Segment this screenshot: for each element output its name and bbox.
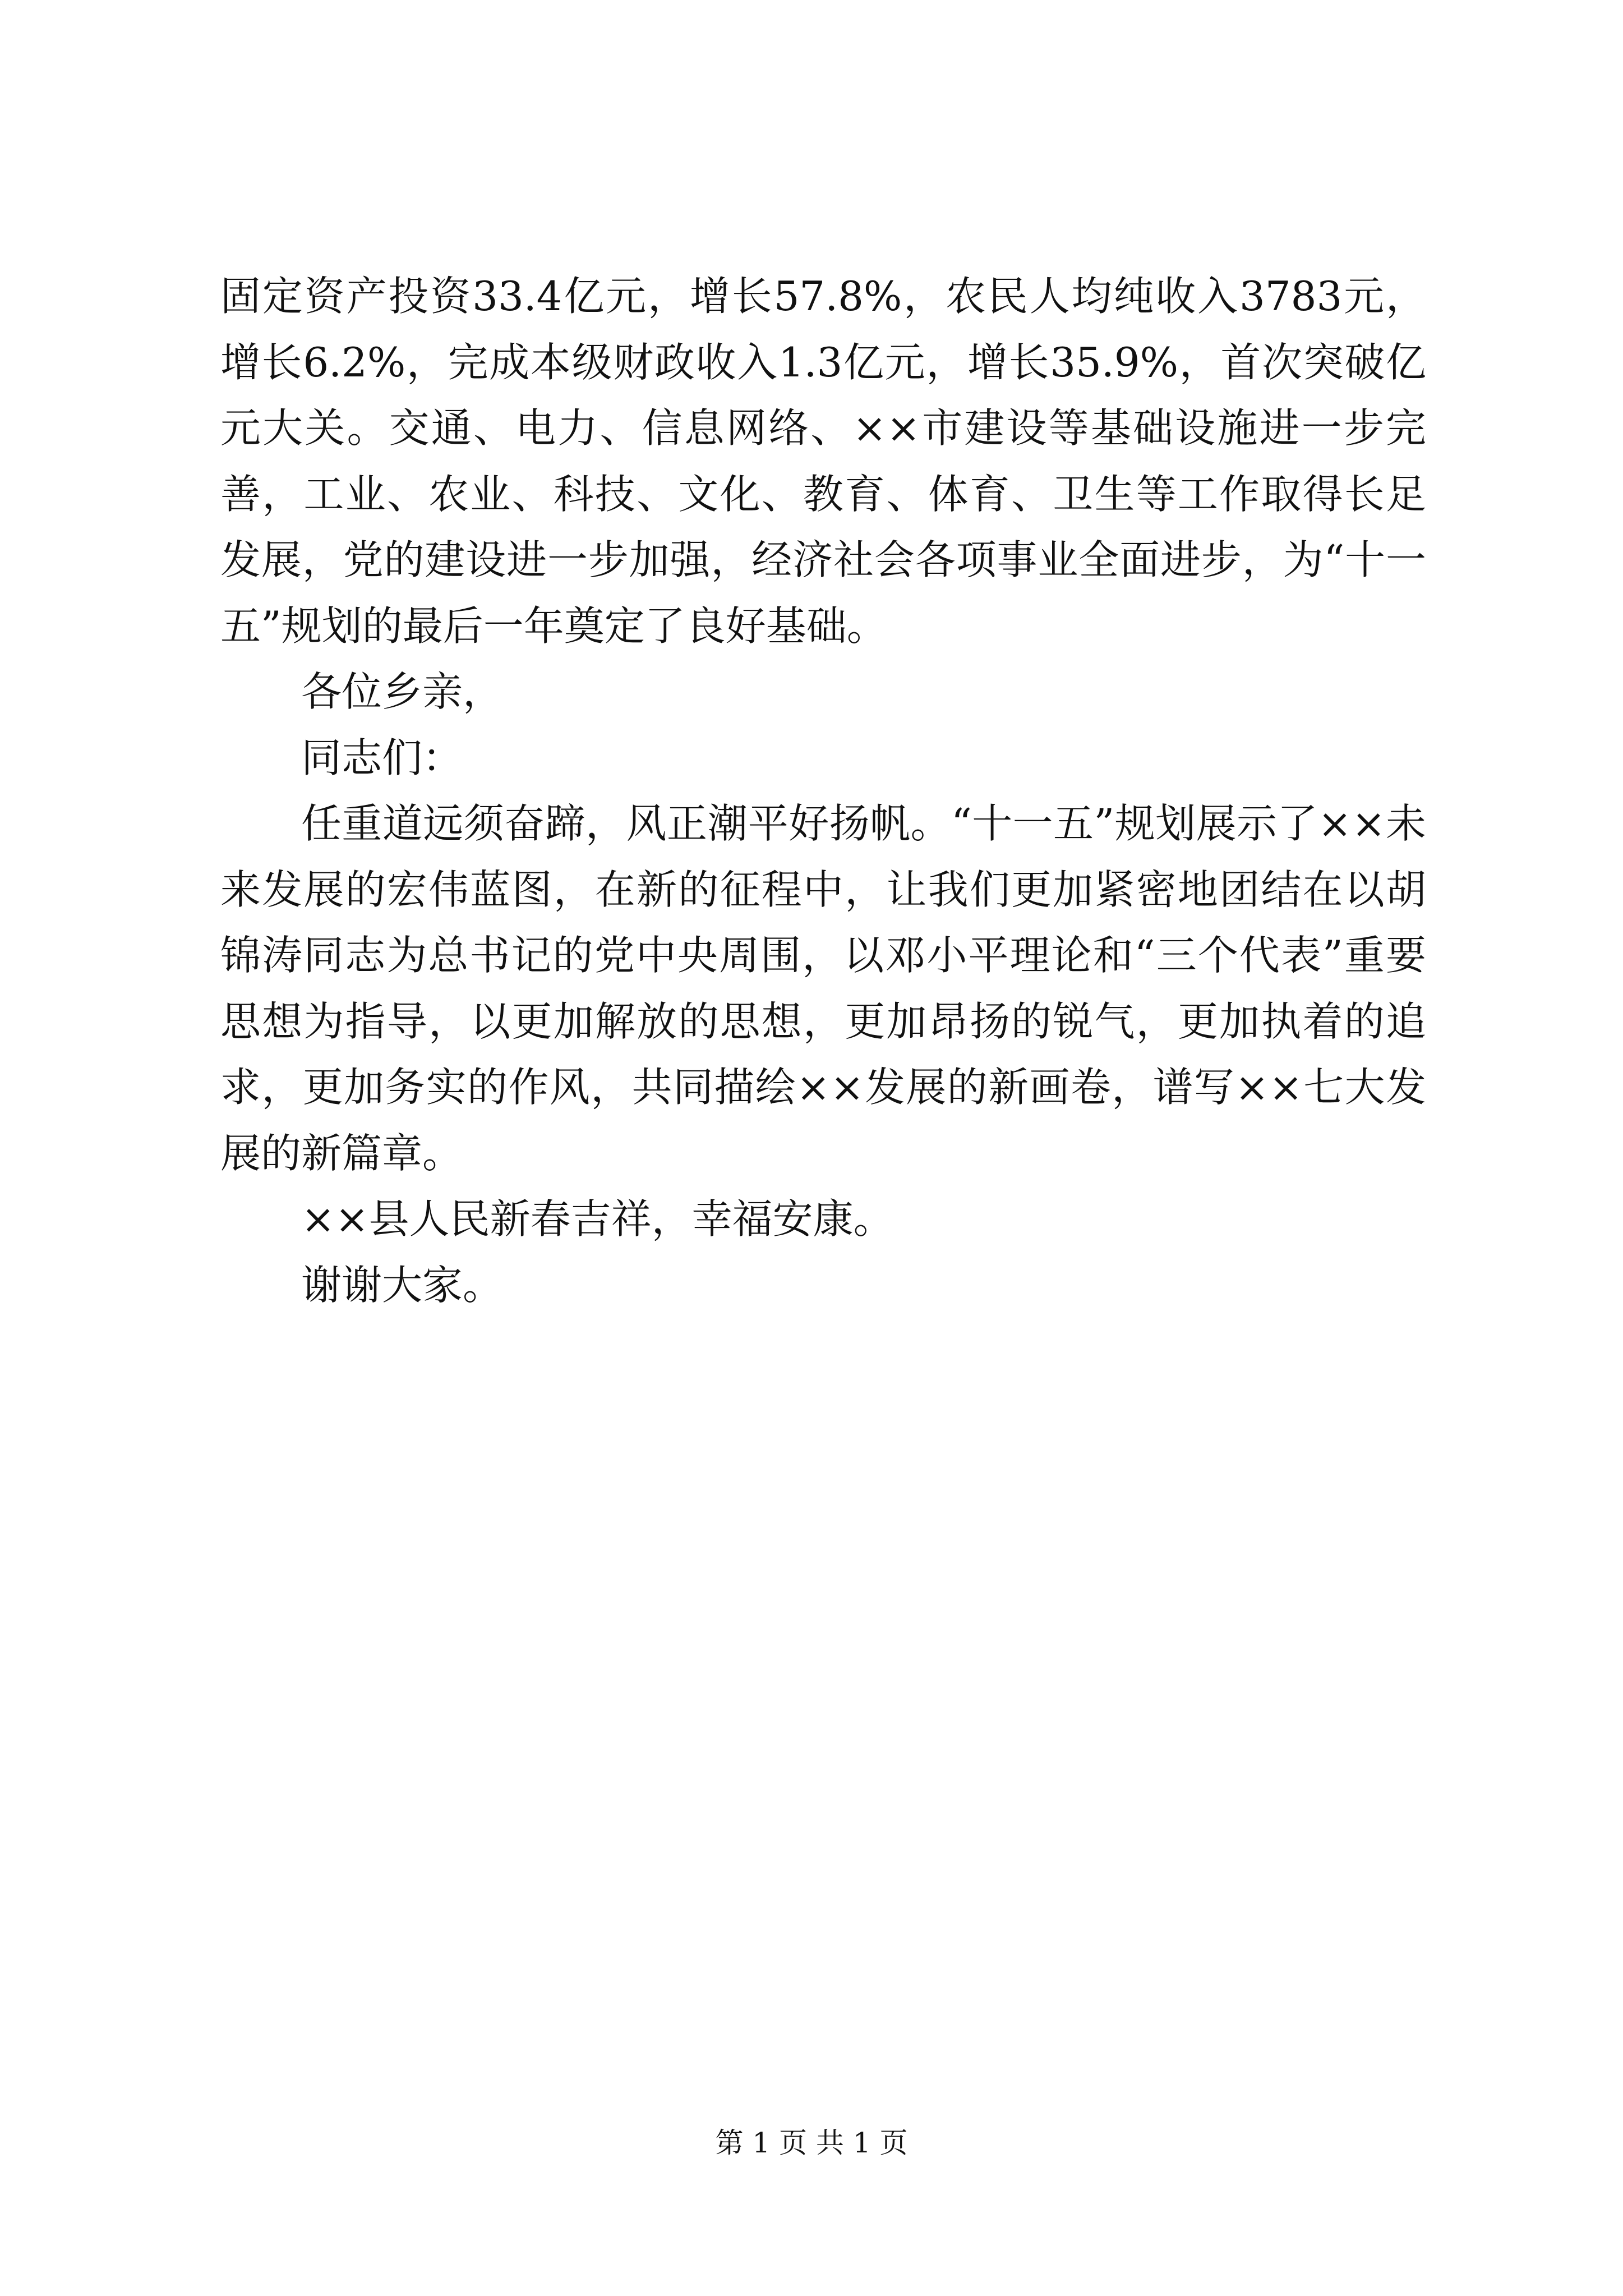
paragraph-salutation-comrades: 同志们：	[301, 734, 463, 781]
paragraph-salutation-villagers: 各位乡亲，	[301, 668, 504, 715]
page-footer	[0, 2126, 1623, 2160]
paragraph-continuation: 固定资产投资33.4亿元，增长57.8%，农民人均纯收入3783元，增长6.2%，完成本级财政收入1.3亿元，增长35.9%，首次突破亿元大关。交通、电力、信息网络、××市建设等基础设施进一步完善，工业、农业、科技、文化、教育、体育、卫生等工作取得长足发展，党的建设进一步加强，经济社会各项事业全面进步，为“十一五”规划的最后一年奠定了良好基础。	[220, 273, 1426, 650]
paragraph-new-year-wishes: ××县人民新春吉祥，幸福安康。	[301, 1195, 894, 1243]
paragraph-closing-vision: 任重道远须奋蹄，风正潮平好扬帆。“十一五”规划展示了××未来发展的宏伟蓝图，在新的征程中，让我们更加紧密地团结在以胡锦涛同志为总书记的党中央周围，以邓小平理论和“三个代表”重要思想为指导，以更加解放的思想，更加昂扬的锐气，更加执着的追求，更加务实的作风，共同描绘××发展的新画卷，谱写××七大发展的新篇章。	[220, 800, 1426, 1177]
paragraph-thanks: 谢谢大家。	[301, 1261, 504, 1309]
page-number-label: 第 1 页 共 1 页	[715, 2127, 908, 2159]
document-body	[220, 264, 1426, 1318]
